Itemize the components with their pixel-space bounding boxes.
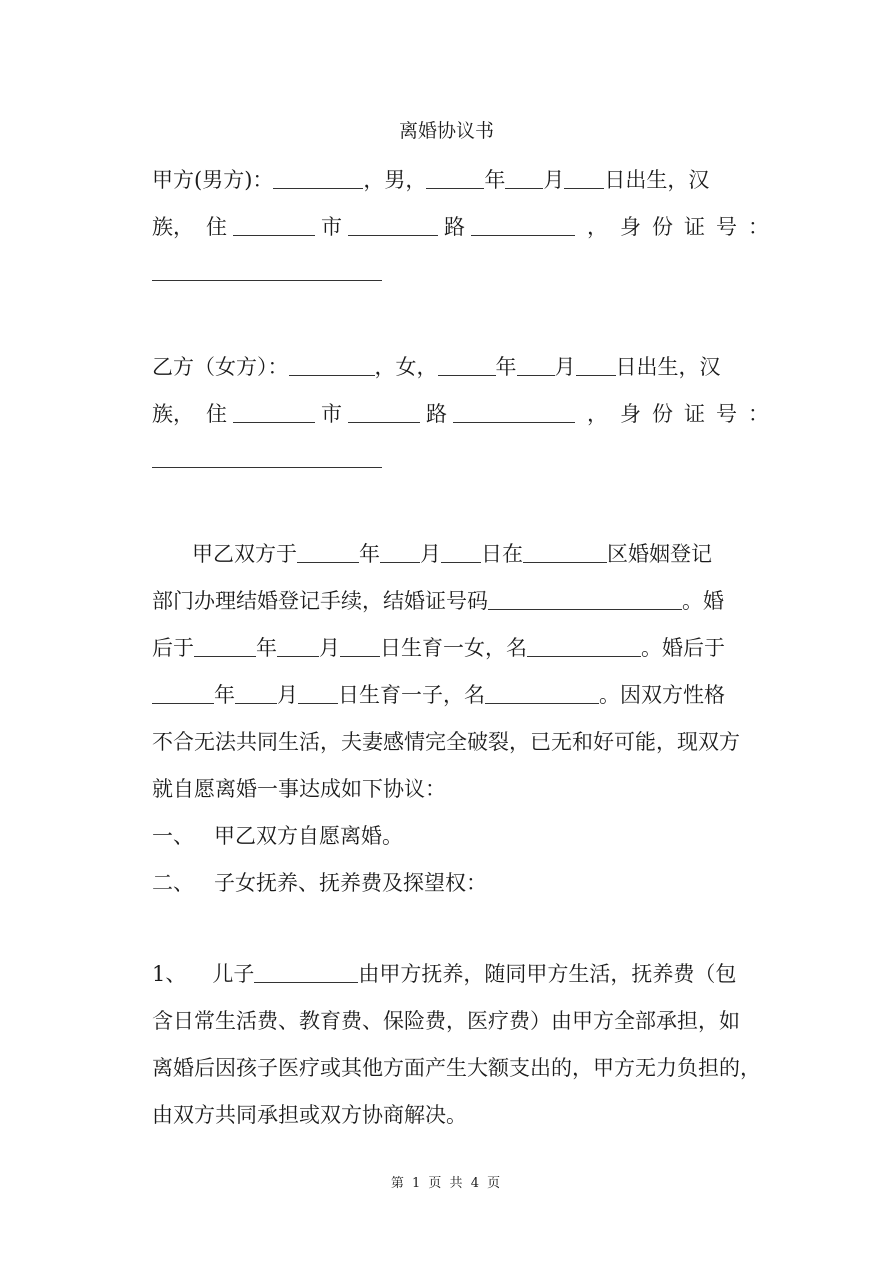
para-line-2: 部门办理结婚登记手续，结婚证号码 。婚 xyxy=(152,589,724,613)
blank-field xyxy=(348,215,438,236)
para-line-6: 就自愿离婚一事达成如下协议： xyxy=(152,777,446,801)
item-2: 二、 子女抚养、抚养费及探望权： xyxy=(152,871,487,895)
blank-field xyxy=(485,683,599,704)
party-a-id-blank xyxy=(152,280,382,281)
page-footer: 第 1 页 共 4 页 xyxy=(390,1176,503,1191)
party-a-line-1: 甲方(男方)： ，男， 年 月 日出生，汉 xyxy=(152,168,710,192)
para-line-5: 不合无法共同生活，夫妻感情完全破裂，已无和好可能，现双方 xyxy=(152,730,740,754)
blank-field xyxy=(453,402,575,423)
blank-field xyxy=(340,636,380,657)
party-a-line-2: 族， 住 市 路 ， 身份证号： xyxy=(152,215,780,239)
blank-field xyxy=(298,683,338,704)
blank-field xyxy=(441,542,481,563)
blank-field xyxy=(523,542,607,563)
blank-field xyxy=(152,683,214,704)
blank-field xyxy=(289,355,375,376)
sub-item-1-line-4: 由双方共同承担或双方协商解决。 xyxy=(152,1103,467,1127)
blank-field xyxy=(471,215,575,236)
para-line-4: 年 月 日生育一子，名 。因双方性格 xyxy=(152,681,742,709)
blank-field xyxy=(348,402,420,423)
blank-field xyxy=(527,636,641,657)
sub-item-1-line-1: 1、 儿子 由甲方抚养，随同甲方生活，抚养费（包 xyxy=(152,962,737,986)
blank-field xyxy=(380,542,420,563)
blank-field xyxy=(297,542,359,563)
blank-field xyxy=(488,589,682,610)
blank-field xyxy=(235,683,277,704)
para-line-3: 后于 年 月 日生育一女，名 。婚后于 xyxy=(152,636,725,660)
blank-field xyxy=(564,168,604,189)
sub-item-1-line-3: 离婚后因孩子医疗或其他方面产生大额支出的，甲方无力负担的， xyxy=(152,1056,761,1080)
blank-field xyxy=(194,636,256,657)
blank-field xyxy=(254,962,358,983)
item-1: 一、 甲乙双方自愿离婚。 xyxy=(152,824,403,848)
blank-field xyxy=(273,168,363,189)
party-b-id-blank xyxy=(152,467,382,468)
blank-field xyxy=(505,168,543,189)
party-b-line-1: 乙方（女方）： ，女， 年 月 日出生，汉 xyxy=(152,355,721,379)
document-title: 离婚协议书 xyxy=(398,120,494,142)
blank-field xyxy=(438,355,496,376)
blank-field xyxy=(426,168,484,189)
blank-field xyxy=(576,355,616,376)
para-line-1: 甲乙双方于 年 月 日在 区婚姻登记 xyxy=(192,542,712,566)
blank-field xyxy=(277,636,319,657)
blank-field xyxy=(517,355,555,376)
blank-field xyxy=(233,402,315,423)
party-b-line-2: 族， 住 市 路 ， 身份证号： xyxy=(152,402,780,426)
blank-field xyxy=(233,215,315,236)
sub-item-1-line-2: 含日常生活费、教育费、保险费，医疗费）由甲方全部承担，如 xyxy=(152,1009,740,1033)
